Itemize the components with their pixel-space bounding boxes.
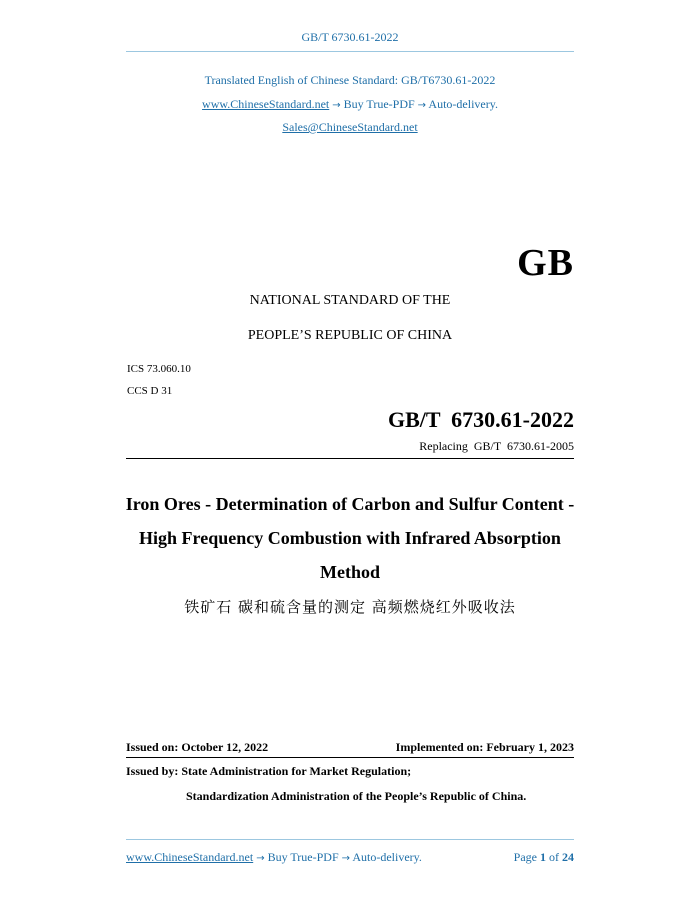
- running-header: GB/T 6730.61-2022: [301, 30, 399, 44]
- arrow-right-icon: →: [341, 853, 351, 864]
- standard-number: GB/T 6730.61-2022: [387, 407, 574, 432]
- national-standard-line2: PEOPLE’S REPUBLIC OF CHINA: [247, 328, 453, 343]
- ccs-code: CCS D 31: [127, 385, 173, 397]
- header-divider: [126, 51, 574, 52]
- footer-divider: [126, 839, 574, 840]
- gb-mark: GB: [517, 242, 574, 284]
- arrow-right-icon: →: [417, 100, 427, 111]
- footer-site-link[interactable]: www.ChineseStandard.net: [126, 850, 254, 864]
- national-standard-line1: NATIONAL STANDARD OF THE: [249, 293, 451, 308]
- footer-purchase-line: [126, 850, 422, 865]
- title-divider: [126, 458, 574, 459]
- ics-code: ICS 73.060.10: [127, 363, 191, 375]
- page-current: 1: [540, 850, 546, 864]
- delivery-text: Auto-delivery.: [428, 97, 498, 111]
- page-label: Page: [513, 850, 537, 864]
- issued-on-date: Issued on: October 12, 2022: [126, 740, 269, 754]
- arrow-right-icon: →: [256, 853, 265, 864]
- title-line1: Iron Ores - Determination of Carbon and Sulfur Content -: [125, 494, 575, 514]
- page-of: of: [549, 850, 559, 864]
- footer-delivery-text: Auto-delivery.: [352, 850, 422, 864]
- page-indicator: [514, 850, 574, 865]
- implemented-on-date: Implemented on: February 1, 2023: [395, 740, 574, 754]
- title-line3: Method: [320, 562, 380, 582]
- email-link[interactable]: Sales@ChineseStandard.net: [282, 120, 418, 134]
- chinese-title: 铁矿石 碳和硫含量的测定 高频燃烧红外吸收法: [184, 598, 516, 616]
- title-line2: High Frequency Combustion with Infrared Absorption: [139, 528, 561, 548]
- page-total: 24: [562, 850, 574, 864]
- site-link[interactable]: www.ChineseStandard.net: [202, 97, 330, 111]
- translation-notice: Translated English of Chinese Standard: GB/T6730.61-2022: [204, 73, 496, 87]
- issued-by-line1: Issued by: State Administration for Market Regulation;: [126, 764, 412, 778]
- issued-by-line2: Standardization Administration of the People’s Republic of China.: [186, 789, 527, 803]
- purchase-line: [0, 97, 700, 112]
- email-line: [0, 120, 700, 135]
- arrow-right-icon: →: [332, 100, 341, 111]
- buy-text: Buy True-PDF: [343, 97, 415, 111]
- issue-divider: [126, 757, 574, 758]
- replacing-note: Replacing GB/T 6730.61-2005: [419, 439, 574, 453]
- footer-buy-text: Buy True-PDF: [267, 850, 339, 864]
